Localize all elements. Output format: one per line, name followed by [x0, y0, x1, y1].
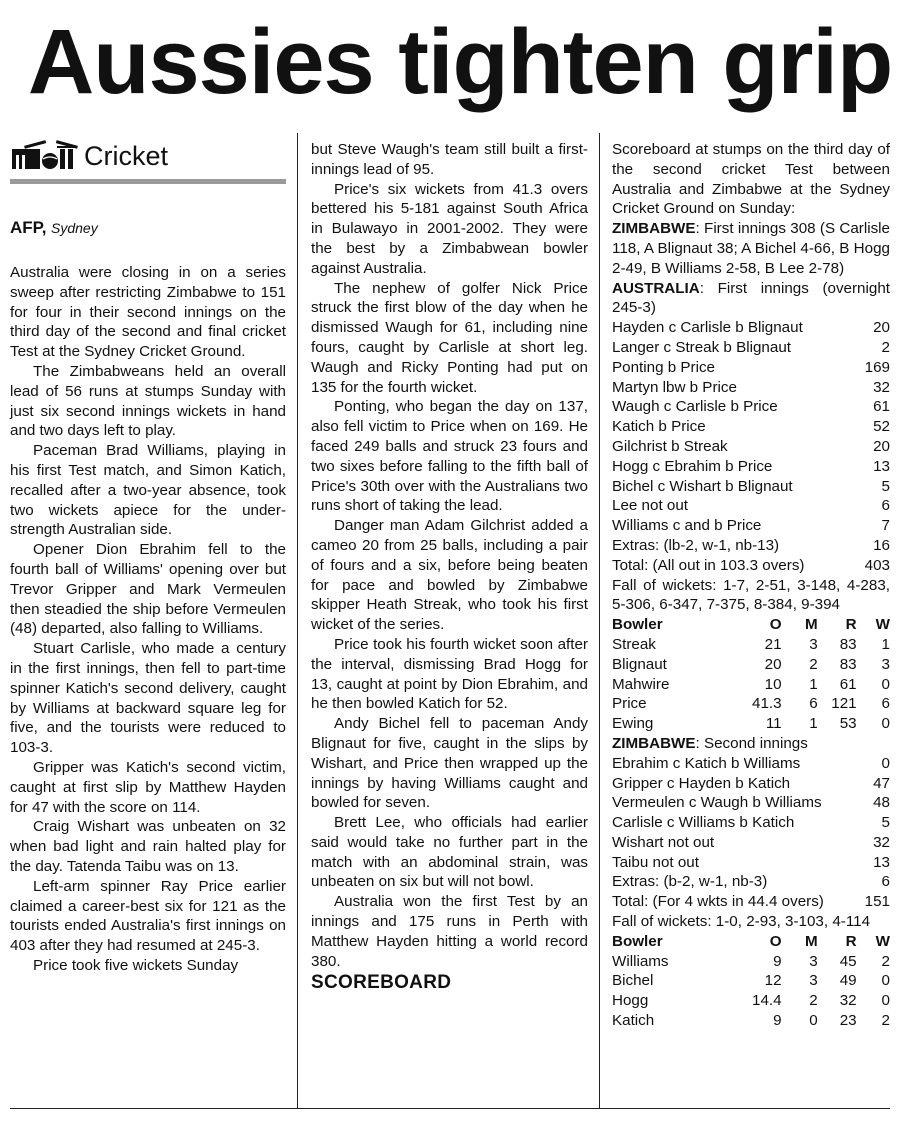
runs: 61	[873, 398, 890, 416]
bowler-name: Katich	[612, 1012, 655, 1030]
batsman-dismissal: Taibu not out	[612, 853, 699, 871]
runs: 32	[873, 378, 890, 396]
bowling-header-cell: Bowler	[612, 932, 663, 950]
batting-row	[612, 853, 890, 873]
innings-summary: : First innings 308 (S Carlisle 118, A Blignaut 38; A Bichel 4-66, B Hogg 2-49, B Williams 2-58, B Lee 2-78)	[612, 220, 890, 277]
zimbabwe-second-innings	[612, 734, 890, 754]
paragraph: but Steve Waugh's team still built a first-innings lead of 95.	[311, 141, 588, 178]
runs: 20	[873, 437, 890, 455]
zimbabwe-fall-of-wickets: Fall of wickets: 1-0, 2-93, 3-103, 4-114	[612, 913, 871, 931]
zimbabwe-first-innings	[612, 219, 890, 278]
batsman-dismissal: Gripper c Hayden b Katich	[612, 774, 791, 792]
bowling-figure: 83	[839, 635, 857, 653]
bowling-header-cell: R	[845, 932, 857, 950]
batting-row	[612, 477, 890, 497]
bowler-name: Mahwire	[612, 675, 670, 693]
scoreboard-heading: SCOREBOARD	[311, 972, 452, 994]
section-underline	[10, 179, 286, 184]
column-divider	[297, 133, 298, 1108]
bowling-figure: 2	[809, 655, 818, 673]
runs: 0	[881, 754, 890, 772]
team-name: AUSTRALIA	[612, 279, 700, 297]
bowler-name: Hogg	[612, 992, 649, 1010]
runs: 5	[881, 477, 890, 495]
batting-row	[612, 417, 890, 437]
batsman-dismissal: Waugh c Carlisle b Price	[612, 398, 778, 416]
runs: 13	[873, 853, 890, 871]
batsman-dismissal: Lee not out	[612, 497, 689, 515]
bowler-name: Bichel	[612, 972, 654, 990]
batsman-dismissal: Total: (For 4 wkts in 44.4 overs)	[612, 893, 824, 911]
runs: 2	[881, 338, 890, 356]
bowling-figure: 2	[881, 1012, 890, 1030]
column-divider	[599, 133, 600, 1108]
innings-summary: : Second innings	[695, 734, 808, 752]
bowling-figure: 61	[839, 675, 857, 693]
bowling-figure: 0	[881, 972, 890, 990]
bowling-figure: 10	[764, 675, 782, 693]
bowling-figure: 0	[881, 675, 890, 693]
batting-row	[612, 496, 890, 516]
bowling-figure: 83	[839, 655, 857, 673]
batsman-dismissal: Vermeulen c Waugh b Williams	[612, 794, 822, 812]
batsman-dismissal: Katich b Price	[612, 418, 706, 436]
batting-row	[612, 397, 890, 417]
bowling-header-row	[612, 932, 890, 952]
team-name: ZIMBABWE	[612, 220, 696, 238]
article-column-1	[10, 134, 286, 976]
bowling-row	[612, 714, 890, 734]
paragraph: Gripper was Katich's second victim, caught at first slip by Matthew Hayden for 47 with the score on 114.	[10, 758, 286, 816]
bowler-name: Price	[612, 695, 647, 713]
batting-row	[612, 437, 890, 457]
bowling-row	[612, 694, 890, 714]
paragraph: Price took his fourth wicket soon after the interval, dismissing Brad Hogg for 13, caught at point by Dion Ebrahim, and he then bowled Katich for 52.	[311, 635, 588, 713]
bowling-figure: 0	[881, 992, 890, 1010]
runs: 20	[873, 319, 890, 337]
batting-row	[612, 774, 890, 794]
bowling-figure: 9	[773, 952, 782, 970]
bowling-figure: 1	[881, 635, 890, 653]
runs: 32	[873, 833, 890, 851]
batsman-dismissal: Extras: (lb-2, w-1, nb-13)	[612, 536, 780, 554]
byline	[10, 218, 286, 239]
bowling-figure: 32	[839, 992, 857, 1010]
paragraph: Opener Dion Ebrahim fell to the fourth ball of Williams' opening over but Trevor Gripper and Mark Vermeulen then steadied the ship before Vermeulen (48) departed, also falling to Williams.	[10, 541, 286, 638]
bowling-figure: 0	[809, 1012, 818, 1030]
batting-row	[612, 872, 890, 892]
bowling-row	[612, 991, 890, 1011]
bowling-figure: 1	[809, 715, 818, 733]
bowling-header-cell: W	[875, 616, 890, 634]
bowling-row	[612, 1011, 890, 1031]
paragraph: Australia were closing in on a series sweep after restricting Zimbabwe to 151 for four in their second innings on the third day of the second and final cricket Test at the Sydney Cricket Ground.	[10, 264, 286, 361]
paragraph: Price took five wickets Sunday	[33, 956, 239, 974]
bowling-figure: 12	[764, 972, 782, 990]
batting-row	[612, 378, 890, 398]
runs: 5	[881, 814, 890, 832]
batting-row	[612, 793, 890, 813]
innings-summary: : First innings (overnight 245-3)	[612, 279, 890, 317]
paragraph: The nephew of golfer Nick Price struck the first blow of the day when he dismissed Waugh for 61, including nine fours, caught by Carlisle at short leg. Waugh and Ricky Ponting had put on 135 for the fourth wicket.	[311, 279, 588, 396]
bowling-figure: 49	[839, 972, 857, 990]
headline: Aussies tighten grip	[27, 11, 893, 113]
paragraph: Brett Lee, who officials had earlier said would take no further part in the match with an abdominal strain, was unbeaten on six but will not bowl.	[311, 814, 588, 891]
bowling-row	[612, 655, 890, 675]
batsman-dismissal: Total: (All out in 103.3 overs)	[612, 556, 805, 574]
bowling-figure: 3	[881, 655, 890, 673]
batsman-dismissal: Langer c Streak b Blignaut	[612, 338, 791, 356]
bowling-row	[612, 675, 890, 695]
runs: 48	[873, 794, 890, 812]
bowling-figure: 6	[881, 695, 890, 713]
article-column-2	[311, 140, 588, 994]
zimbabwe-bowling-table	[612, 615, 890, 734]
batsman-dismissal: Bichel c Wishart b Blignaut	[612, 477, 793, 495]
bowling-figure: 53	[839, 715, 857, 733]
runs: 52	[873, 418, 890, 436]
paragraph: Australia won the first Test by an innings and 175 runs in Perth with Matthew Hayden hitting a world record 380.	[311, 893, 588, 970]
bowling-figure: 0	[881, 715, 890, 733]
batsman-dismissal: Ponting b Price	[612, 358, 715, 376]
bowling-header-cell: O	[769, 932, 782, 950]
bowling-figure: 121	[831, 695, 857, 713]
runs: 47	[873, 774, 890, 792]
bowling-header-cell: Bowler	[612, 616, 663, 634]
bowling-header-cell: M	[805, 616, 818, 634]
bowling-figure: 9	[773, 1012, 782, 1030]
bowling-header-cell: M	[805, 932, 818, 950]
australia-bowling-table	[612, 932, 890, 1031]
runs: 169	[864, 358, 890, 376]
runs: 403	[864, 556, 890, 574]
bowling-figure: 11	[765, 715, 782, 733]
australia-first-innings	[612, 279, 890, 319]
runs: 7	[881, 517, 890, 535]
runs: 6	[881, 873, 890, 891]
australia-batting-table	[612, 318, 890, 575]
batting-row	[612, 358, 890, 378]
batsman-dismissal: Hayden c Carlisle b Blignaut	[612, 319, 803, 337]
scoreboard-column	[612, 140, 890, 1031]
runs: 13	[873, 457, 890, 475]
bowling-figure: 2	[809, 992, 818, 1010]
bowling-figure: 3	[809, 972, 818, 990]
bowling-header-cell: O	[769, 616, 782, 634]
bowling-header-row	[612, 615, 890, 635]
runs: 6	[881, 497, 890, 515]
paragraph: Ponting, who began the day on 137, also fell victim to Price when on 169. He faced 249 balls and struck 23 fours and two sixes before falling to the fifth ball of Price's 30th over with the Australians two runs short of taking the lead.	[311, 398, 588, 515]
bowling-row	[612, 971, 890, 991]
batsman-dismissal: Hogg c Ebrahim b Price	[612, 457, 773, 475]
bowler-name: Ewing	[612, 715, 654, 733]
zimbabwe-batting-table	[612, 754, 890, 912]
batsman-dismissal: Extras: (b-2, w-1, nb-3)	[612, 873, 768, 891]
bottom-rule	[10, 1108, 890, 1109]
bowling-header-cell: W	[875, 932, 890, 950]
section-title: Cricket	[84, 141, 169, 171]
batsman-dismissal: Wishart not out	[612, 833, 715, 851]
paragraph: Craig Wishart was unbeaten on 32 when bad light and rain halted play for the day. Tatenda Taibu was on 13.	[10, 818, 286, 875]
batting-row	[612, 318, 890, 338]
batting-row	[612, 536, 890, 556]
team-name: ZIMBABWE	[612, 734, 696, 752]
bowling-figure: 3	[809, 952, 818, 970]
bowling-figure: 20	[764, 655, 782, 673]
batsman-dismissal: Williams c and b Price	[612, 517, 762, 535]
batting-row	[612, 754, 890, 774]
batting-row	[612, 338, 890, 358]
bowler-name: Blignaut	[612, 655, 667, 673]
paragraph: Price's six wickets from 41.3 overs bettered his 5-181 against South Africa in Bulawayo in 2001-2002. They were the best by a Zimbabwean bowler against Australia.	[311, 180, 588, 277]
bowling-figure: 1	[809, 675, 818, 693]
bowling-figure: 14.4	[752, 992, 782, 1010]
batting-row	[612, 457, 890, 477]
runs: 16	[873, 536, 890, 554]
scoreboard-intro: Scoreboard at stumps on the third day of the second cricket Test between Australia and Zimbabwe at the Sydney Cricket Ground on Sunday:	[612, 141, 890, 218]
batsman-dismissal: Gilchrist b Streak	[612, 437, 728, 455]
batting-row	[612, 516, 890, 536]
bowling-figure: 45	[839, 952, 857, 970]
bowling-figure: 6	[809, 695, 818, 713]
bowler-name: Williams	[612, 952, 669, 970]
batsman-dismissal: Ebrahim c Katich b Williams	[612, 754, 801, 772]
byline-agency: AFP,	[10, 218, 47, 237]
byline-place: Sydney	[51, 220, 98, 236]
cricket-logo-icon	[10, 133, 80, 179]
bowling-figure: 3	[809, 635, 818, 653]
bowling-figure: 41.3	[752, 695, 782, 713]
batting-row	[612, 813, 890, 833]
bowling-row	[612, 635, 890, 655]
bowling-figure: 21	[764, 635, 782, 653]
batsman-dismissal: Carlisle c Williams b Katich	[612, 814, 795, 832]
paragraph: Danger man Adam Gilchrist added a cameo 20 from 25 balls, including a pair of fours and a six, before being beaten for pace and bowled by Zimbabwe skipper Heath Streak, who took his first wicket of the series.	[311, 517, 588, 634]
bowler-name: Streak	[612, 635, 656, 653]
batting-row	[612, 892, 890, 912]
paragraph: The Zimbabweans held an overall lead of 56 runs at stumps Sunday with just six second innings wickets in hand and two days left to play.	[10, 362, 286, 440]
australia-fall-of-wickets: Fall of wickets: 1-7, 2-51, 3-148, 4-283, 5-306, 6-347, 7-375, 8-384, 9-394	[612, 576, 890, 614]
batting-row	[612, 833, 890, 853]
bowling-row	[612, 952, 890, 972]
bowling-figure: 2	[881, 952, 890, 970]
bowling-header-cell: R	[845, 616, 857, 634]
paragraph: Paceman Brad Williams, playing in his first Test match, and Simon Katich, recalled after a two-year absence, took two wickets apiece for the under-strength Australian side.	[10, 442, 286, 539]
paragraph: Andy Bichel fell to paceman Andy Blignaut for five, caught in the slips by Wishart, and Price then wrapped up the innings by having Williams caught and bowled for seven.	[311, 715, 588, 812]
paragraph: Stuart Carlisle, who made a century in the first innings, then fell to part-time spinner Katich's second delivery, caught by Williams at backward square leg for five, and the tourists were reduced to 103-3.	[10, 640, 286, 757]
section-label	[10, 134, 286, 178]
batsman-dismissal: Martyn lbw b Price	[612, 378, 737, 396]
runs: 151	[864, 893, 890, 911]
bowling-figure: 23	[839, 1012, 857, 1030]
batting-row	[612, 556, 890, 576]
paragraph: Left-arm spinner Ray Price earlier claimed a career-best six for 121 as the tourists ended Australia's first innings on 403 after they had resumed at 245-3.	[10, 877, 286, 955]
